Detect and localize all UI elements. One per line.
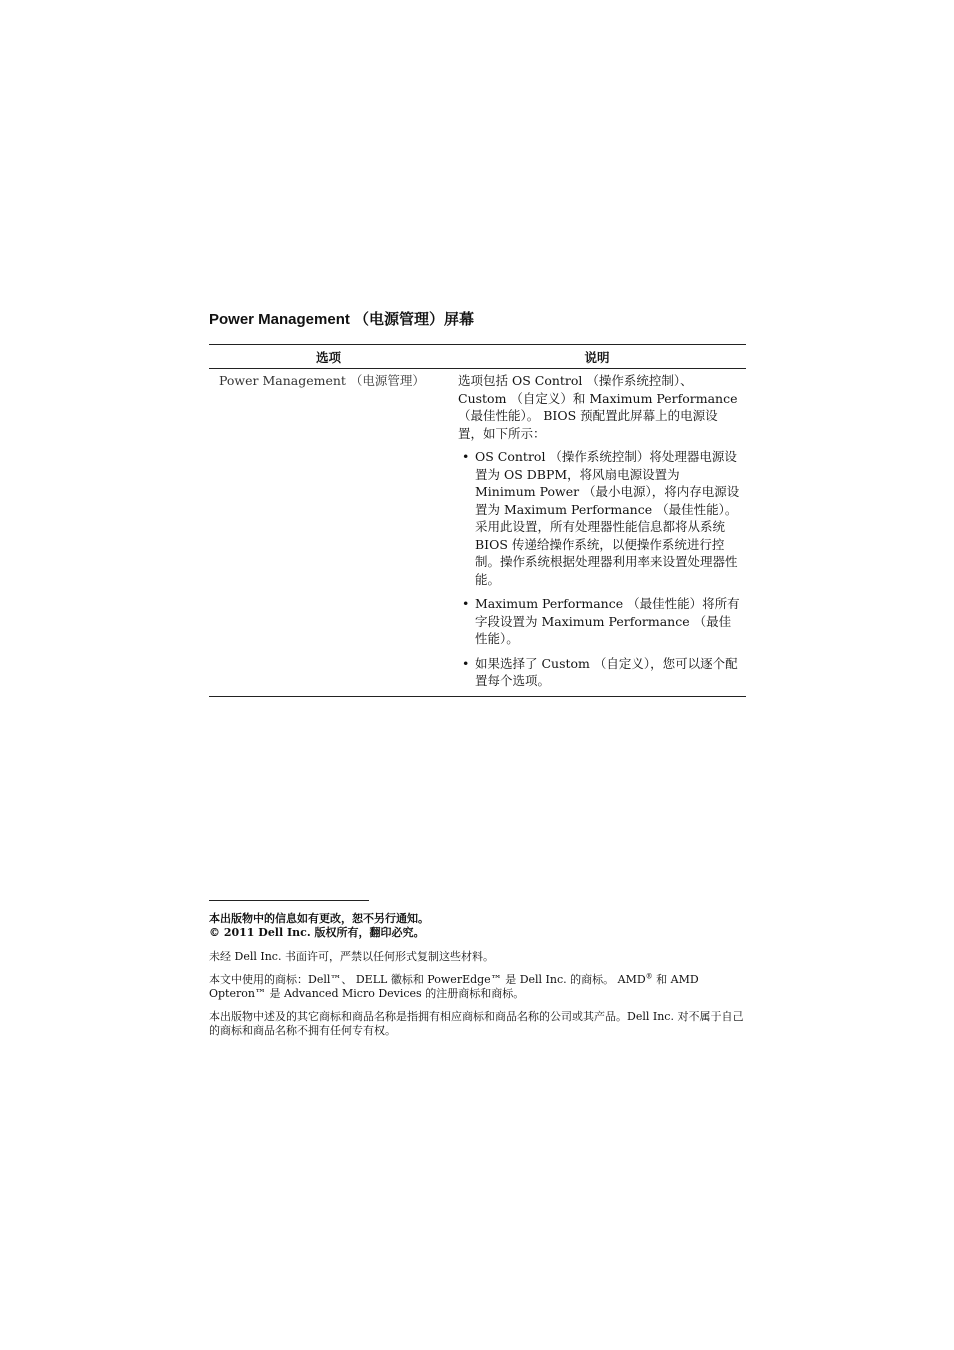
reproduction-notice: 未经 Dell Inc. 书面许可，严禁以任何形式复制这些材料。 [209, 950, 494, 963]
change-notice [209, 912, 749, 940]
change-notice-line: 本出版物中的信息如有更改，恕不另行通知。 [209, 912, 429, 925]
list-item-text: Maximum Performance （最佳性能）将所有字段设置为 Maximum Performance （最佳性能）。 [475, 596, 740, 646]
list-item [462, 448, 740, 588]
bullet-icon: • [462, 596, 470, 611]
table-row [209, 369, 746, 697]
column-header-description: 说明 [448, 345, 746, 369]
option-name-cell: Power Management （电源管理） [209, 369, 448, 697]
trademark-notice [209, 973, 749, 1001]
registered-mark: ® [645, 972, 653, 981]
trademark-text-end: 和 AMD Opteron™ 是 Advanced Micro Devices 的注册商标和商标。 [209, 973, 699, 1000]
list-item-text: 如果选择了 Custom （自定义），您可以逐个配置每个选项。 [475, 655, 738, 688]
bullet-icon: • [462, 655, 470, 671]
other-trademarks-notice: 本出版物中述及的其它商标和商品名称是指拥有相应商标和商品名称的公司或其产品。Dell Inc. 对不属于自己的商标和商品名称不拥有任何专有权。 [209, 1010, 744, 1037]
footer-divider [209, 900, 369, 901]
copyright-line: © 2011 Dell Inc. 版权所有，翻印必究。 [209, 926, 425, 939]
trademark-text-start: 本文中使用的商标：Dell™、 DELL 徽标和 PowerEdge™ 是 Dell Inc. 的商标。 AMD [209, 973, 646, 986]
description-intro: 选项包括 OS Control （操作系统控制）、Custom （自定义）和 Maximum Performance （最佳性能）。 BIOS 预配置此屏幕上的电源设置，如下所示： [458, 373, 738, 441]
column-header-option: 选项 [209, 345, 448, 369]
table-header-row [209, 345, 746, 369]
list-item-text: OS Control （操作系统控制）将处理器电源设置为 OS DBPM，将风扇电源设置为 Minimum Power （最小电源），将内存电源设置为 Maximum Performance （最佳性能）。采用此设置，所有处理器性能信息都将从系统 BIOS 传递给操作系统，以便操作系统进行控制。操作系统根据处理器利用率来设置处理器性能。 [475, 449, 740, 587]
section-title: Power Management （电源管理）屏幕 [209, 311, 475, 328]
legal-notice [209, 912, 749, 1047]
list-item [462, 655, 740, 690]
power-management-table [209, 344, 746, 697]
setting-list [458, 448, 740, 690]
option-description-cell [448, 369, 746, 697]
list-item [462, 595, 740, 648]
bullet-icon: • [462, 449, 470, 464]
